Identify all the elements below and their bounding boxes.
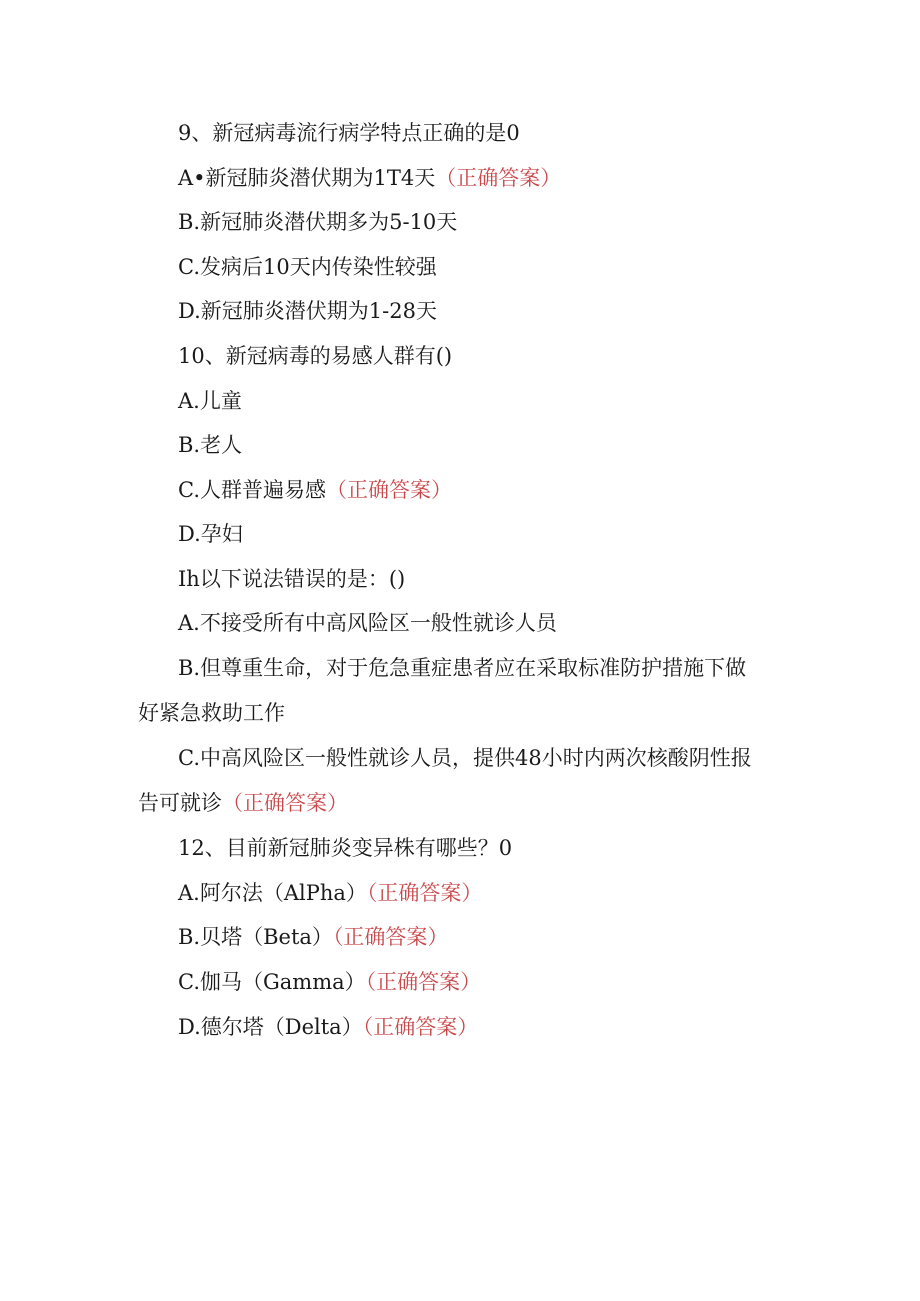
question-9-option-c: C.发病后10天内传染性较强	[178, 255, 437, 279]
question-12-option-b: B.贝塔（Beta）（正确答案）	[178, 925, 449, 949]
question-11-option-c: C.中高风险区一般性就诊人员，提供48小时内两次核酸阴性报	[178, 746, 752, 770]
question-11-option-c-continued: 告可就诊（正确答案）	[138, 791, 348, 815]
question-12-option-d: D.德尔塔（Delta）（正确答案）	[178, 1015, 479, 1039]
question-11-option-b: B.但尊重生命，对于危急重症患者应在采取标准防护措施下做	[178, 656, 747, 680]
question-12-option-c: C.伽马（Gamma）（正确答案）	[178, 970, 482, 994]
correct-answer-tag: （正确答案）	[366, 881, 483, 905]
question-11-option-a: A.不接受所有中高风险区一般性就诊人员	[178, 611, 557, 635]
correct-answer-tag: （正确答案）	[362, 1015, 479, 1039]
question-11-title: Ih以下说法错误的是：()	[178, 567, 406, 591]
question-10-option-b: B.老人	[178, 433, 243, 457]
correct-answer-tag: （正确答案）	[326, 478, 452, 502]
question-10-option-d: D.孕妇	[178, 522, 243, 546]
question-9-option-a: A•新冠肺炎潜伏期为1T4天（正确答案）	[178, 166, 562, 190]
question-10-option-a: A.儿童	[178, 389, 242, 413]
question-10-title: 10、新冠病毒的易感人群有()	[178, 344, 453, 368]
correct-answer-tag: （正确答案）	[435, 166, 562, 190]
question-9-title: 9、新冠病毒流行病学特点正确的是0	[178, 121, 520, 145]
question-11-option-b-continued: 好紧急救助工作	[138, 701, 285, 725]
question-12-option-a: A.阿尔法（AlPha）（正确答案）	[178, 881, 483, 905]
correct-answer-tag: （正确答案）	[365, 970, 482, 994]
correct-answer-tag: （正确答案）	[222, 791, 348, 815]
question-9-option-b: B.新冠肺炎潜伏期多为5-10天	[178, 210, 458, 234]
question-9-option-d: D.新冠肺炎潜伏期为1-28天	[178, 299, 437, 323]
correct-answer-tag: （正确答案）	[332, 925, 449, 949]
question-12-title: 12、目前新冠肺炎变异株有哪些？0	[178, 836, 513, 860]
question-10-option-c: C.人群普遍易感（正确答案）	[178, 478, 452, 502]
